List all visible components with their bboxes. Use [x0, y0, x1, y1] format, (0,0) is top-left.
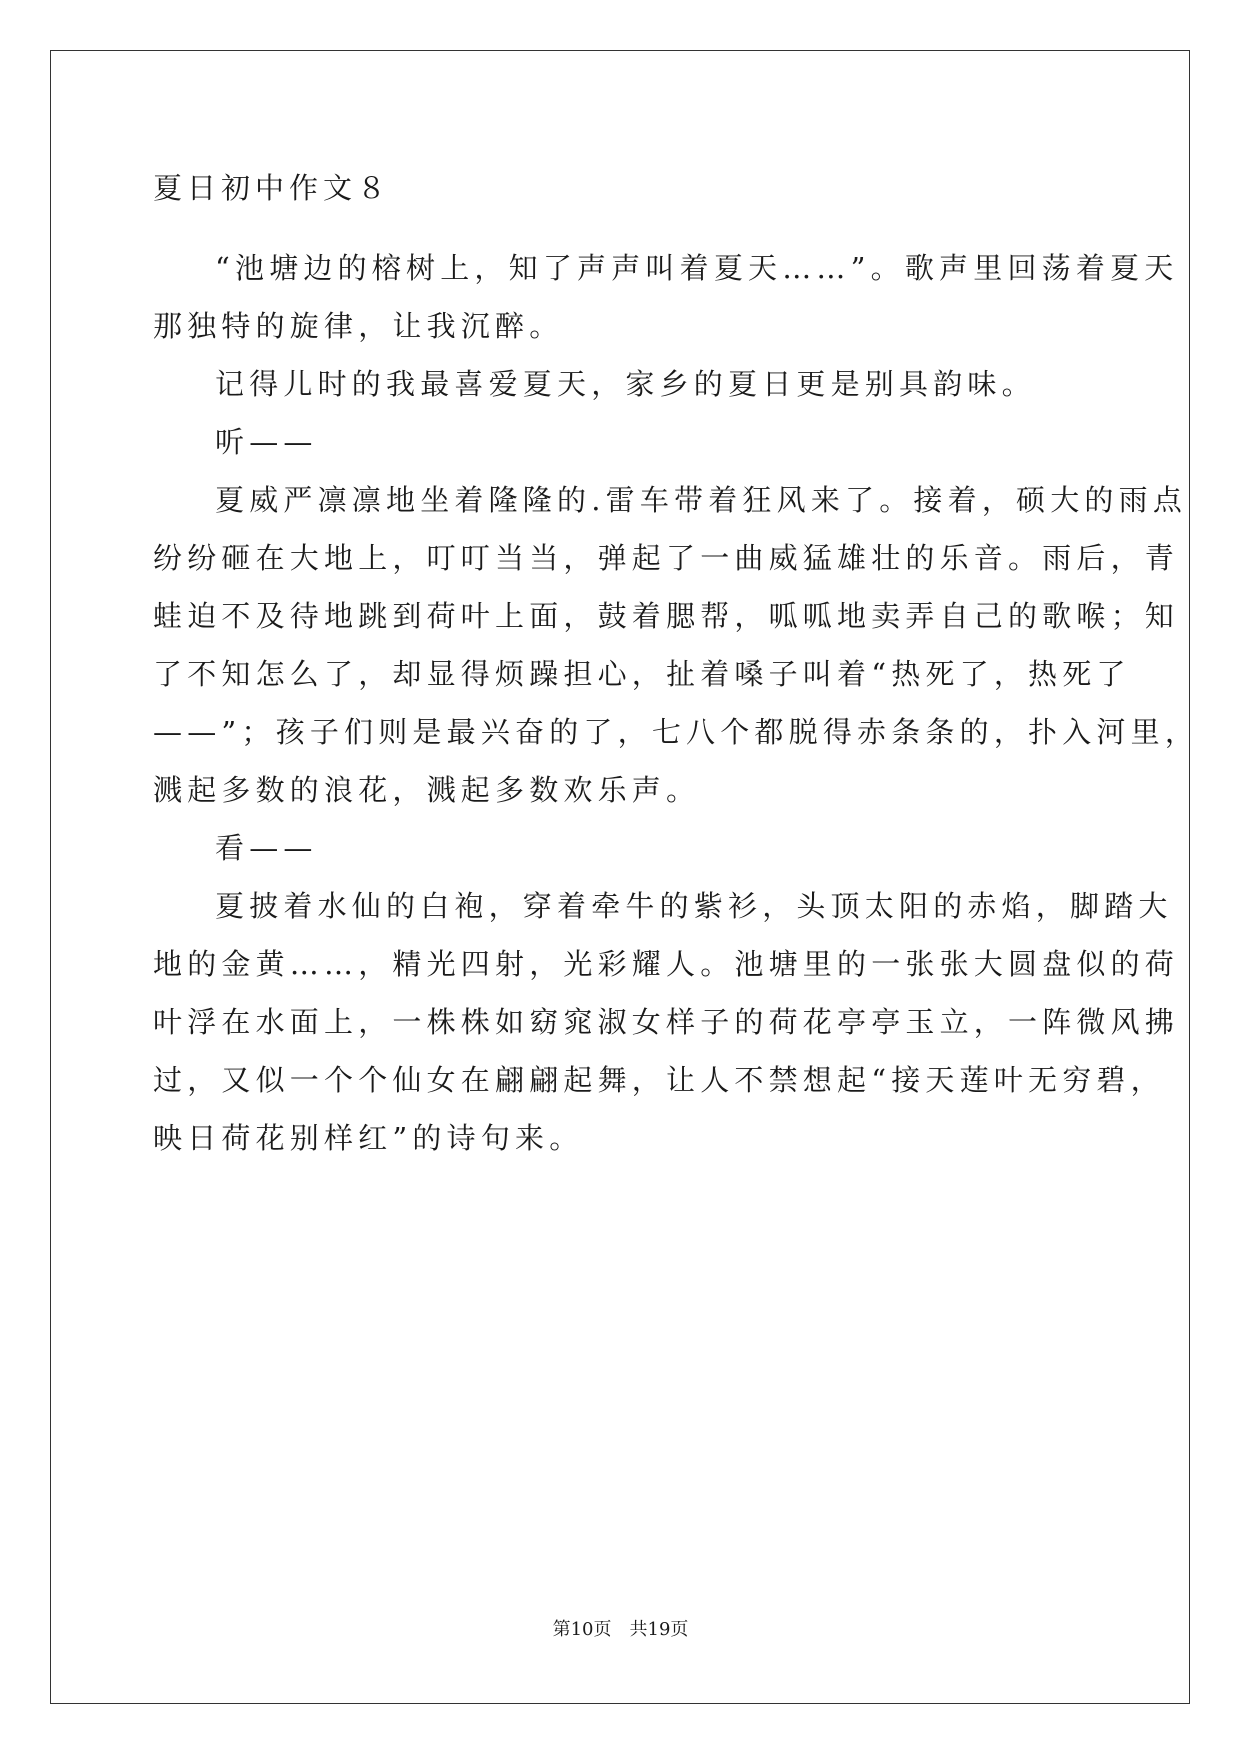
paragraph-4-line-3: 叶浮在水面上，一株株如窈窕淑女样子的荷花亭亭玉立，一阵微风拂	[153, 1005, 1180, 1039]
paragraph-3-line-2: 纷纷砸在大地上，叮叮当当，弹起了一曲威猛雄壮的乐音。雨后，青	[153, 541, 1180, 575]
paragraph-3-line-3: 蛙迫不及待地跳到荷叶上面，鼓着腮帮，呱呱地卖弄自己的歌喉；知	[153, 599, 1180, 633]
paragraph-1-line-1: “池塘边的榕树上，知了声声叫着夏天……”。歌声里回荡着夏天	[215, 251, 1179, 285]
paragraph-4-line-4: 过，又似一个个仙女在翩翩起舞，让人不禁想起“接天莲叶无穷碧，	[153, 1063, 1165, 1097]
paragraph-4-line-1: 夏披着水仙的白袍，穿着牵牛的紫衫，头顶太阳的赤焰，脚踏大	[215, 889, 1173, 923]
section-heading-look: 看——	[215, 831, 318, 865]
paragraph-3-line-4: 了不知怎么了，却显得烦躁担心，扯着嗓子叫着“热死了，热死了	[153, 657, 1131, 691]
section-heading-listen: 听——	[215, 425, 318, 459]
essay-title: 夏日初中作文８	[153, 171, 392, 205]
paragraph-4-line-5: 映日荷花别样红”的诗句来。	[153, 1121, 584, 1155]
paragraph-3-line-1: 夏威严凛凛地坐着隆隆的.雷车带着狂风来了。接着，硕大的雨点	[215, 483, 1188, 517]
paragraph-3-line-6: 溅起多数的浪花，溅起多数欢乐声。	[153, 773, 701, 807]
page-number-footer: 第10页 共19页	[552, 1619, 689, 1640]
paragraph-2-line-1: 记得儿时的我最喜爱夏天，家乡的夏日更是别具韵味。	[215, 367, 1036, 401]
page-border	[50, 50, 1190, 1704]
paragraph-1-line-2: 那独特的旋律，让我沉醉。	[153, 309, 564, 343]
paragraph-4-line-2: 地的金黄……，精光四射，光彩耀人。池塘里的一张张大圆盘似的荷	[153, 947, 1180, 981]
paragraph-3-line-5: ——”；孩子们则是最兴奋的了，七八个都脱得赤条条的，扑入河里，	[153, 715, 1200, 749]
